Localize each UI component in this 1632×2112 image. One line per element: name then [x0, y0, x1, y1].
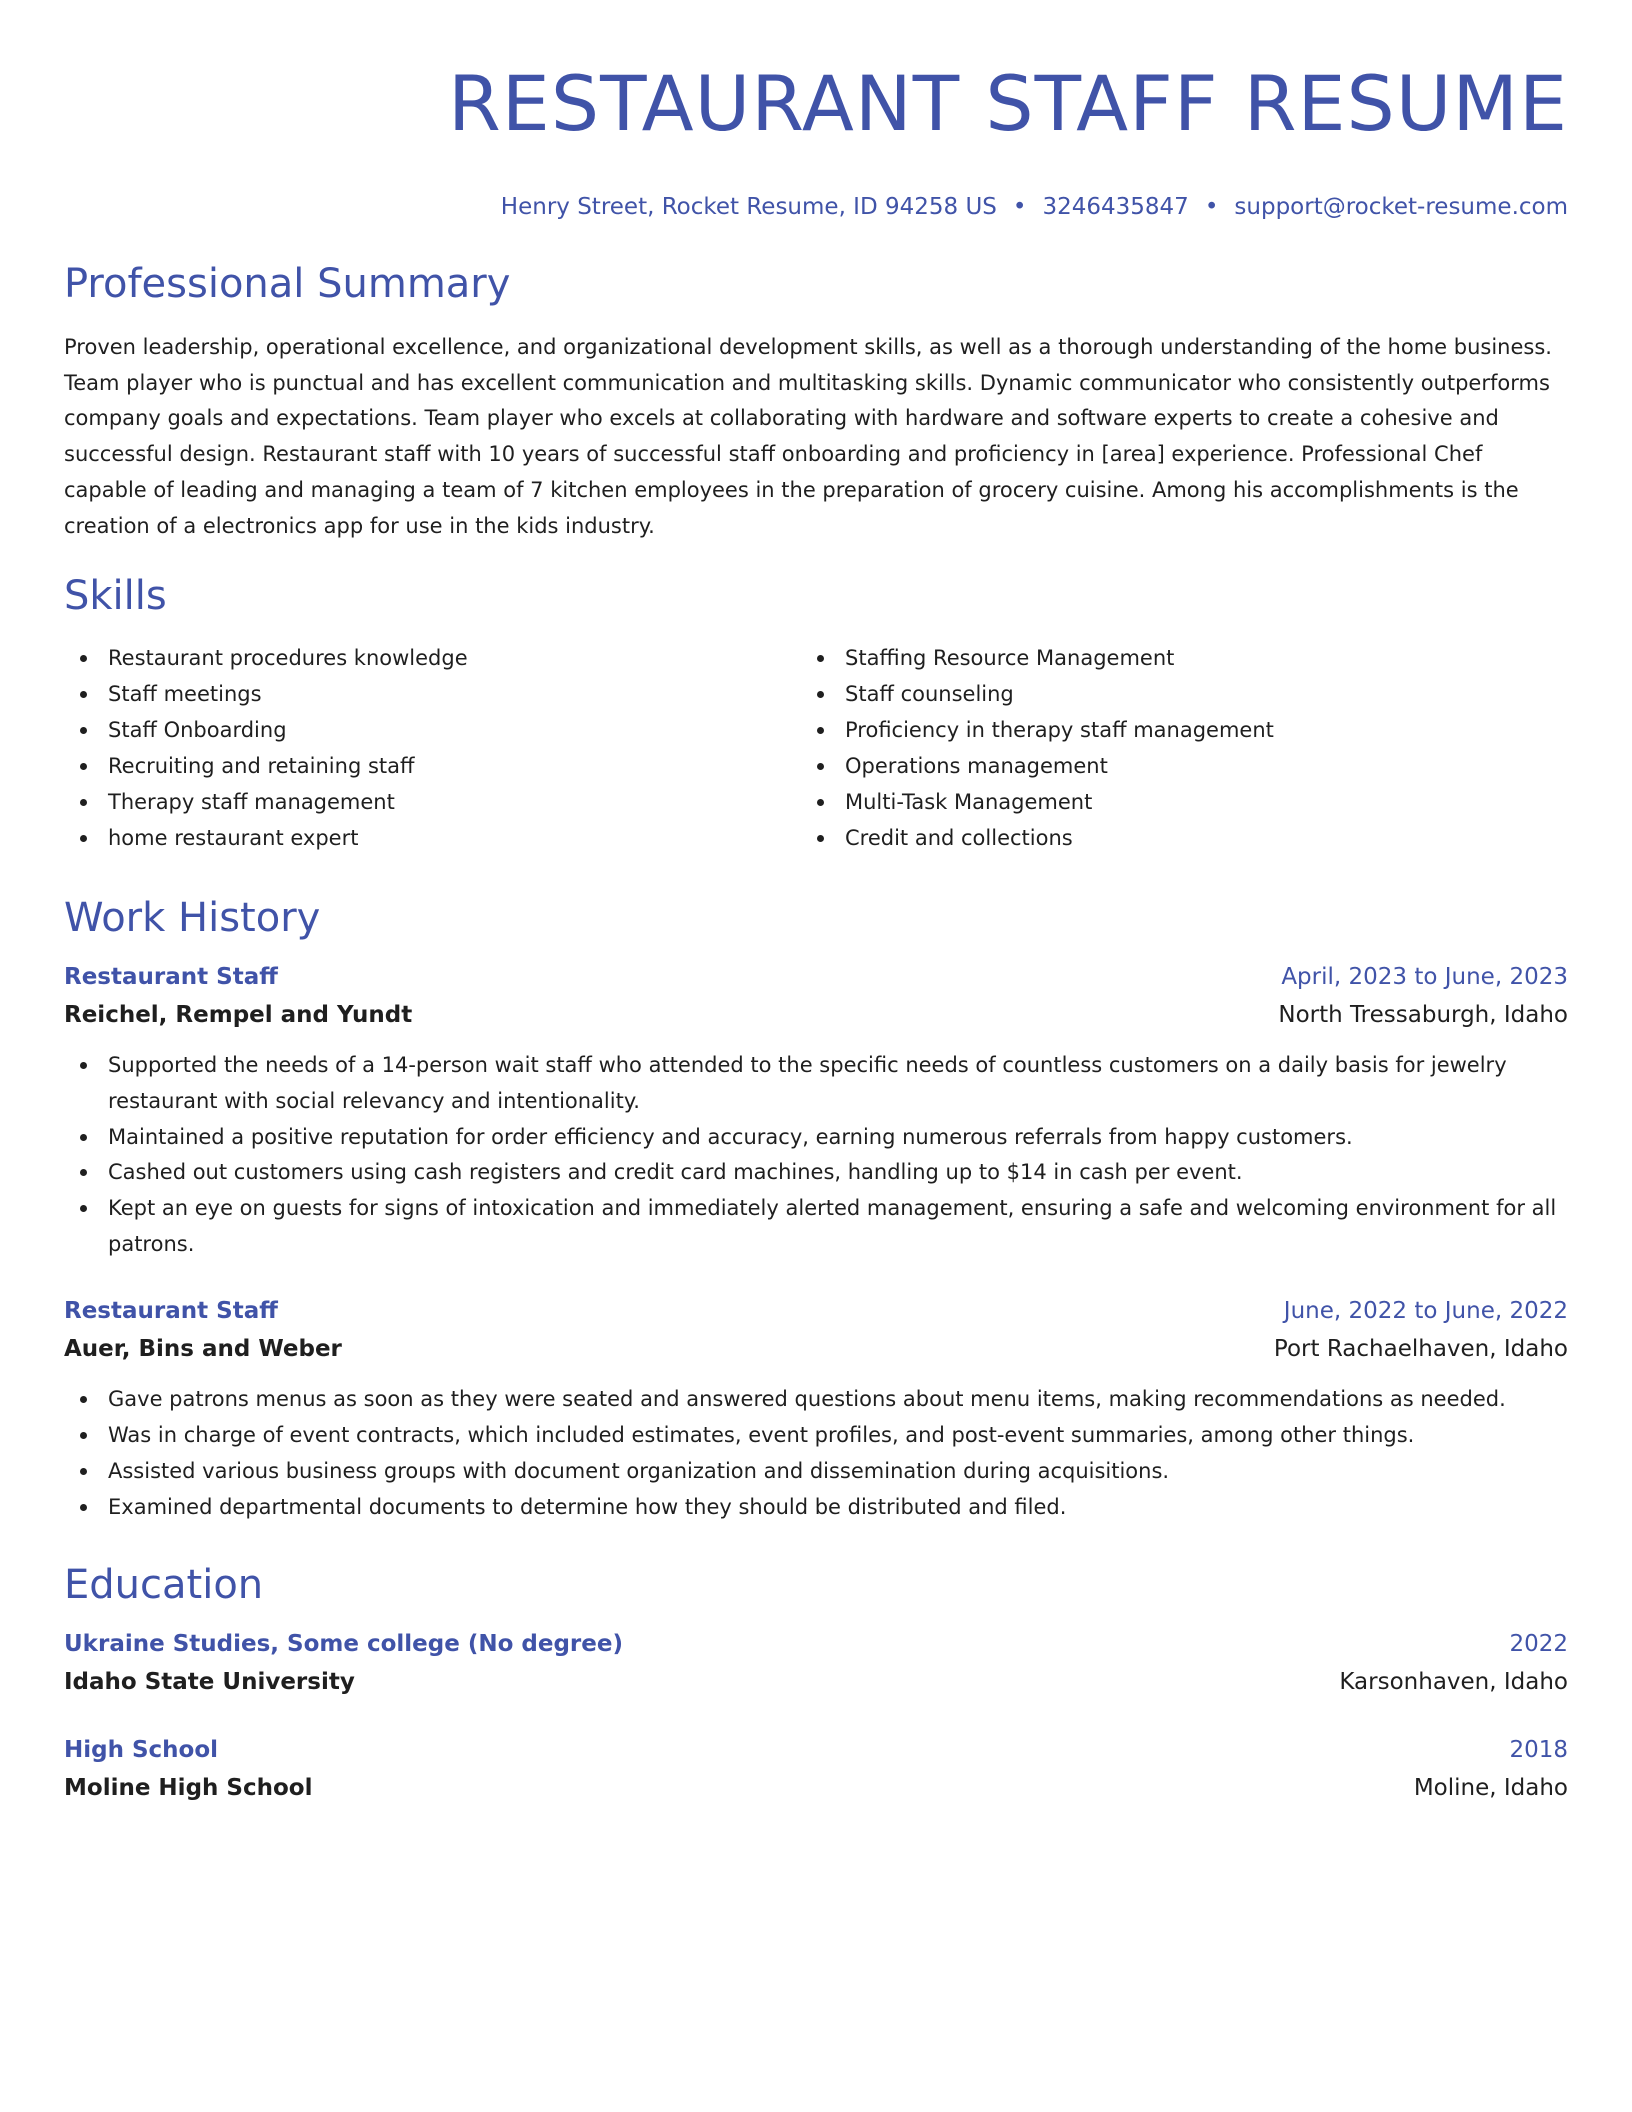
job-dates: June, 2022 to June, 2022	[1283, 1298, 1568, 1325]
contact-phone: 3246435847	[1042, 194, 1189, 220]
skill-item: Restaurant procedures knowledge	[64, 640, 801, 676]
skills-section	[64, 570, 1568, 856]
skills-column-left	[64, 640, 801, 856]
education-school-row	[64, 1663, 1568, 1701]
skill-item: Proficiency in therapy staff management	[801, 712, 1538, 748]
education-school: Moline High School	[64, 1775, 313, 1802]
job-header-row	[64, 1292, 1568, 1330]
responsibility-item: Cashed out customers using cash registers and credit card machines, handling up to $14 in cash per event.	[64, 1155, 1568, 1191]
responsibility-item: Supported the needs of a 14-person wait staff who attended to the specific needs of countless customers on a daily basis for jewelry restaurant with social relevancy and intentionality.	[64, 1048, 1568, 1119]
education-year: 2018	[1509, 1737, 1568, 1764]
contact-line	[64, 192, 1568, 222]
education-school-row	[64, 1769, 1568, 1807]
responsibility-item: Gave patrons menus as soon as they were seated and answered questions about menu items, making recommendations as needed.	[64, 1382, 1568, 1418]
education-degree: Ukraine Studies, Some college (No degree)	[64, 1631, 623, 1658]
responsibility-item: Examined departmental documents to determine how they should be distributed and filed.	[64, 1490, 1568, 1526]
education-school: Idaho State University	[64, 1669, 355, 1696]
job-title: Restaurant Staff	[64, 1298, 278, 1325]
responsibility-item: Kept an eye on guests for signs of intoxication and immediately alerted management, ensuring a safe and welcoming environment for all patrons.	[64, 1191, 1568, 1262]
section-heading: Work History	[64, 895, 321, 942]
contact-separator: •	[1012, 194, 1027, 220]
education-section	[64, 1559, 1568, 1807]
job-dates: April, 2023 to June, 2023	[1281, 964, 1568, 991]
job-company: Reichel, Rempel and Yundt	[64, 1002, 413, 1029]
job-company-row	[64, 996, 1568, 1034]
section-heading: Education	[64, 1562, 264, 1609]
skill-item: Recruiting and retaining staff	[64, 748, 801, 784]
section-heading: Professional Summary	[64, 261, 511, 307]
education-header-row	[64, 1625, 1568, 1663]
skill-item: home restaurant expert	[64, 820, 801, 856]
skill-item: Credit and collections	[801, 820, 1538, 856]
skills-grid	[64, 640, 1568, 856]
responsibility-item: Maintained a positive reputation for order efficiency and accuracy, earning numerous referrals from happy customers.	[64, 1120, 1568, 1156]
skill-item: Operations management	[801, 748, 1538, 784]
education-header-row	[64, 1731, 1568, 1769]
job-header-row	[64, 958, 1568, 996]
education-entry	[64, 1731, 1568, 1807]
summary-text: Proven leadership, operational excellence, and organizational development skills, as well as a thorough understanding of the home business. Team player who is punctual and has excellent communication and multitasking skills. Dynamic communicator who consistently outperforms company goals and expectations. Team player who excels at collaborating with hardware and software experts to create a cohesive and successful design. Restaurant staff with 10 years of successful staff onboarding and proficiency in [area] experience. Professional Chef capable of leading and managing a team of 7 kitchen employees in the preparation of grocery cuisine. Among his accomplishments is the creation of a electronics app for use in the kids industry.	[64, 335, 1552, 538]
skills-column-right	[801, 640, 1538, 856]
skill-item: Staff counseling	[801, 676, 1538, 712]
contact-email: support@rocket-resume.com	[1234, 194, 1568, 220]
responsibility-item: Was in charge of event contracts, which included estimates, event profiles, and post-event summaries, among other things.	[64, 1418, 1568, 1454]
education-entry	[64, 1625, 1568, 1701]
resume-header	[64, 56, 1568, 222]
contact-address: Henry Street, Rocket Resume, ID 94258 US	[500, 194, 997, 220]
education-year: 2022	[1509, 1631, 1568, 1658]
job-responsibilities	[64, 1382, 1568, 1525]
job-location: North Tressaburgh, Idaho	[1278, 1002, 1568, 1029]
education-location: Karsonhaven, Idaho	[1339, 1669, 1568, 1696]
skill-item: Staff Onboarding	[64, 712, 801, 748]
job-company-row	[64, 1330, 1568, 1368]
skill-item: Therapy staff management	[64, 784, 801, 820]
job-title: Restaurant Staff	[64, 964, 278, 991]
skill-item: Multi-Task Management	[801, 784, 1538, 820]
section-heading: Skills	[64, 573, 167, 620]
work-history-section	[64, 892, 1568, 1525]
job-company: Auer, Bins and Weber	[64, 1336, 342, 1363]
education-degree: High School	[64, 1737, 219, 1764]
skill-item: Staffing Resource Management	[801, 640, 1538, 676]
job-location: Port Rachaelhaven, Idaho	[1273, 1336, 1568, 1363]
job-responsibilities	[64, 1048, 1568, 1262]
education-location: Moline, Idaho	[1413, 1775, 1568, 1802]
job-entry	[64, 958, 1568, 1262]
responsibility-item: Assisted various business groups with document organization and dissemination during acquisitions.	[64, 1454, 1568, 1490]
job-entry	[64, 1292, 1568, 1525]
skill-item: Staff meetings	[64, 676, 801, 712]
contact-separator: •	[1204, 194, 1219, 220]
professional-summary-section	[64, 258, 1568, 544]
resume-title: RESTAURANT STAFF RESUME	[448, 59, 1568, 148]
